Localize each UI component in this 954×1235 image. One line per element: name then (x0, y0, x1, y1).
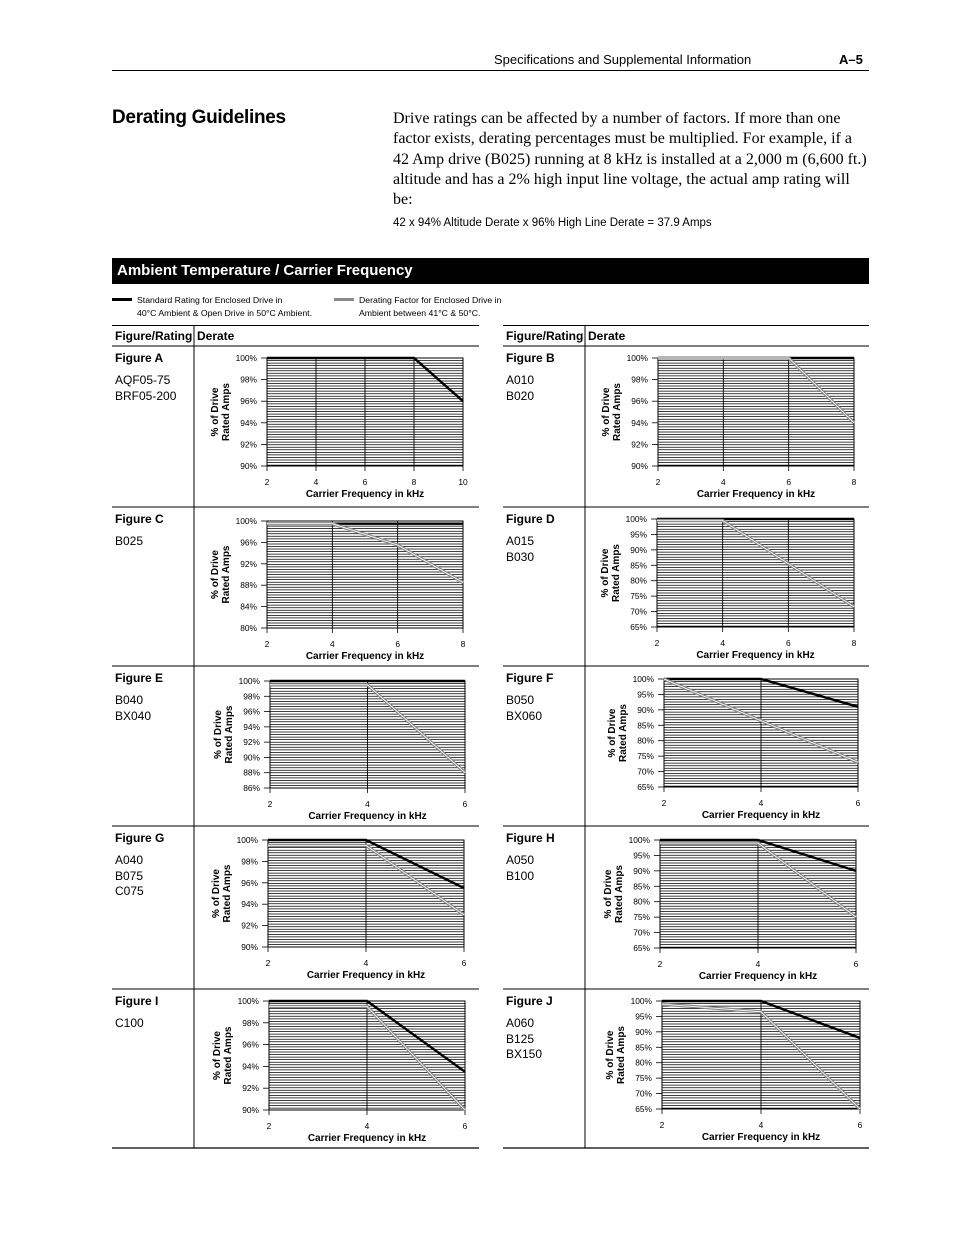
y-tick-label: 92% (242, 1083, 259, 1094)
model-label: B125 (506, 1031, 535, 1046)
figure-f (607, 674, 861, 821)
x-tick-label: 4 (364, 1121, 370, 1131)
y-tick-label: 96% (242, 1039, 259, 1050)
right-col-derate-header: Derate (588, 329, 626, 343)
x-tick-label: 8 (851, 477, 857, 487)
y-axis-label-line: % of Drive (212, 1031, 223, 1080)
model-label: C075 (115, 884, 144, 898)
y-axis-label (605, 1026, 627, 1084)
x-tick-label: 2 (659, 1120, 665, 1130)
y-tick-label: 98% (631, 374, 648, 385)
x-axis-label: Carrier Frequency in kHz (696, 650, 815, 661)
x-tick-label: 4 (329, 639, 335, 649)
x-tick-label: 4 (720, 638, 726, 648)
y-tick-label: 94% (241, 899, 258, 910)
y-tick-label: 90% (635, 1026, 652, 1037)
derating-series-line (657, 521, 854, 607)
x-tick-label: 6 (462, 1121, 468, 1131)
x-tick-label: 6 (785, 638, 791, 648)
y-axis-label-line: Rated Amps (224, 705, 235, 764)
y-tick-label: 85% (633, 881, 650, 892)
y-tick-label: 92% (241, 920, 258, 931)
y-tick-label: 100% (236, 835, 258, 845)
gridline-hatch (267, 521, 463, 626)
y-axis-label (603, 865, 625, 923)
y-tick-label: 80% (633, 896, 650, 907)
x-tick-label: 6 (461, 958, 467, 968)
gridline-hatch (658, 358, 854, 465)
derating-series-highlight (658, 358, 854, 423)
x-axis-label: Carrier Frequency in kHz (307, 1133, 427, 1144)
page-number: A–5 (839, 52, 863, 67)
y-tick-label: 96% (240, 537, 257, 548)
y-tick-label: 95% (633, 850, 650, 861)
model-label: B100 (506, 868, 535, 883)
x-axis-label: Carrier Frequency in kHz (308, 811, 427, 822)
right-col-figure-header: Figure/Rating (506, 329, 584, 343)
legend-derating-line2: Ambient between 41°C & 50°C. (359, 308, 481, 318)
y-tick-label: 94% (242, 1061, 259, 1072)
y-axis-label-line: Rated Amps (222, 864, 233, 923)
x-tick-label: 2 (661, 798, 667, 808)
y-tick-label: 100% (235, 353, 257, 363)
model-label: A015 (506, 534, 535, 548)
y-axis-label-line: Rated Amps (614, 865, 625, 923)
figure-k (605, 996, 863, 1143)
x-axis-label: Carrier Frequency in kHz (698, 971, 818, 982)
model-label: A040 (115, 853, 144, 867)
x-axis-label: Carrier Frequency in kHz (701, 1132, 821, 1143)
model-label: B025 (115, 534, 144, 548)
y-tick-label: 92% (240, 558, 257, 569)
y-tick-label: 80% (630, 575, 647, 586)
y-tick-label: 65% (637, 782, 654, 792)
y-tick-label: 90% (637, 704, 654, 715)
figure-label: Figure I (115, 994, 159, 1008)
y-axis-label (601, 383, 623, 441)
y-tick-label: 90% (633, 865, 650, 876)
y-axis-label (212, 1026, 234, 1084)
model-label: A060 (506, 1016, 535, 1030)
x-tick-label: 2 (654, 638, 660, 648)
x-axis-label: Carrier Frequency in kHz (306, 970, 426, 981)
y-tick-label: 88% (243, 767, 260, 778)
y-tick-label: 100% (628, 835, 650, 845)
x-axis-label: Carrier Frequency in kHz (305, 651, 425, 662)
y-axis-label-line: % of Drive (607, 708, 618, 758)
y-tick-label: 94% (240, 417, 257, 428)
y-axis-label (607, 704, 629, 762)
y-tick-label: 94% (243, 721, 260, 732)
y-axis-label-line: Rated Amps (221, 383, 232, 441)
y-axis-label-line: Rated Amps (618, 704, 629, 762)
x-tick-label: 6 (855, 798, 861, 808)
model-label: AQF05-75 (115, 373, 171, 387)
y-tick-label: 85% (637, 720, 654, 731)
model-label: BRF05-200 (115, 388, 177, 403)
y-tick-label: 90% (243, 752, 260, 763)
gridline-hatch (657, 519, 854, 626)
y-tick-label: 90% (242, 1105, 259, 1115)
y-tick-label: 65% (630, 622, 647, 632)
figure-label: Figure J (506, 994, 553, 1008)
derating-series-highlight (267, 524, 463, 583)
y-tick-label: 75% (635, 1073, 652, 1084)
x-tick-label: 2 (264, 477, 270, 487)
legend-standard-line1: Standard Rating for Enclosed Drive in (137, 295, 283, 305)
y-tick-label: 90% (630, 544, 647, 555)
y-tick-label: 70% (637, 766, 654, 777)
example-calculation: 42 x 94% Altitude Derate x 96% High Line Derate = 37.9 Amps (393, 217, 712, 229)
y-axis-label-line: % of Drive (601, 387, 612, 437)
y-axis-label-line: Rated Amps (221, 545, 232, 604)
figure-j (212, 996, 468, 1144)
x-tick-label: 4 (755, 959, 761, 969)
y-tick-label: 70% (633, 927, 650, 938)
figure-label: Figure H (506, 831, 555, 845)
model-label: A050 (506, 853, 535, 867)
figure-label: Figure B (506, 351, 555, 365)
y-tick-label: 96% (631, 396, 648, 407)
y-tick-label: 84% (240, 601, 257, 612)
running-header: Specifications and Supplemental Information (494, 52, 752, 67)
y-tick-label: 92% (631, 439, 648, 450)
y-tick-label: 90% (631, 461, 648, 471)
y-tick-label: 85% (630, 560, 647, 571)
y-tick-label: 98% (241, 856, 258, 867)
y-axis-label-line: % of Drive (605, 1030, 616, 1080)
model-label: BX060 (506, 708, 543, 723)
x-tick-label: 4 (758, 1120, 764, 1130)
y-axis-label (210, 545, 232, 603)
derating-series-line (267, 524, 463, 583)
y-tick-label: 98% (243, 691, 260, 702)
y-tick-label: 100% (632, 674, 654, 684)
y-axis-label-line: % of Drive (210, 550, 221, 599)
x-tick-label: 2 (657, 959, 663, 969)
model-label: B040 (115, 693, 144, 707)
y-tick-label: 70% (630, 606, 647, 617)
derating-series-highlight (657, 521, 854, 607)
y-tick-label: 100% (238, 676, 260, 686)
figure-b (601, 353, 857, 500)
x-tick-label: 4 (758, 798, 764, 808)
model-label: B030 (506, 549, 535, 564)
y-tick-label: 100% (235, 516, 257, 526)
y-tick-label: 75% (630, 591, 647, 602)
y-tick-label: 95% (637, 689, 654, 700)
y-tick-label: 100% (626, 353, 648, 363)
derating-series-line (658, 358, 854, 423)
x-tick-label: 6 (853, 959, 859, 969)
y-tick-label: 92% (243, 737, 260, 748)
y-tick-label: 98% (240, 374, 257, 385)
y-axis-label-line: Rated Amps (612, 383, 623, 441)
y-tick-label: 80% (240, 623, 257, 633)
figure-label: Figure E (115, 671, 164, 685)
model-label: C100 (115, 1016, 144, 1030)
figure-label: Figure F (506, 671, 554, 685)
figure-d (600, 514, 857, 661)
y-tick-label: 80% (635, 1057, 652, 1068)
figure-g (211, 835, 467, 981)
y-axis-label-line: % of Drive (213, 710, 224, 759)
y-tick-label: 92% (240, 439, 257, 450)
x-axis-label: Carrier Frequency in kHz (696, 489, 816, 500)
x-tick-label: 8 (460, 639, 466, 649)
x-tick-label: 4 (365, 799, 370, 809)
y-tick-label: 70% (635, 1088, 652, 1099)
section-title: Derating Guidelines (112, 107, 286, 128)
y-axis-label-line: Rated Amps (616, 1026, 627, 1084)
y-tick-label: 95% (630, 529, 647, 540)
figure-a (210, 353, 468, 500)
x-axis-label: Carrier Frequency in kHz (701, 810, 821, 821)
y-tick-label: 90% (241, 942, 258, 952)
x-tick-label: 4 (720, 477, 726, 487)
y-axis-label-line: Rated Amps (223, 1026, 234, 1085)
left-col-derate-header: Derate (197, 329, 235, 343)
x-tick-label: 6 (786, 477, 792, 487)
y-tick-label: 96% (240, 396, 257, 407)
table-title-bar: Ambient Temperature / Carrier Frequency (112, 258, 869, 284)
model-label: A010 (506, 373, 535, 387)
x-tick-label: 2 (655, 477, 661, 487)
figure-e (213, 676, 468, 822)
y-tick-label: 65% (635, 1104, 652, 1114)
y-tick-label: 95% (635, 1011, 652, 1022)
y-tick-label: 98% (242, 1017, 259, 1028)
model-label: B020 (506, 388, 535, 403)
y-axis-label-line: % of Drive (210, 387, 221, 437)
x-tick-label: 6 (362, 477, 368, 487)
model-label: B075 (115, 868, 144, 883)
model-label: BX040 (115, 708, 152, 723)
model-label: B050 (506, 693, 535, 707)
figure-label: Figure G (115, 831, 165, 845)
y-tick-label: 75% (633, 912, 650, 923)
figure-label: Figure C (115, 512, 164, 526)
x-tick-label: 4 (313, 477, 319, 487)
y-axis-label-line: % of Drive (211, 869, 222, 918)
x-tick-label: 8 (851, 638, 857, 648)
legend-standard-line2: 40°C Ambient & Open Drive in 50°C Ambient. (137, 308, 312, 318)
y-tick-label: 96% (241, 877, 258, 888)
left-col-figure-header: Figure/Rating (115, 329, 193, 343)
y-axis-label-line: % of Drive (603, 869, 614, 919)
y-tick-label: 86% (243, 783, 260, 793)
x-tick-label: 8 (411, 477, 417, 487)
y-axis-label (211, 864, 233, 922)
y-tick-label: 100% (237, 996, 259, 1006)
x-tick-label: 2 (265, 958, 271, 968)
y-axis-label-line: Rated Amps (611, 544, 622, 602)
x-axis-label: Carrier Frequency in kHz (305, 489, 425, 500)
y-axis-label (213, 705, 235, 763)
y-tick-label: 85% (635, 1042, 652, 1053)
y-tick-label: 100% (625, 514, 647, 524)
x-tick-label: 6 (462, 799, 468, 809)
figure-c (210, 516, 466, 662)
intro-paragraph: Drive ratings can be affected by a number of factors. If more than one factor exists, derating percentages must be multiplied. For example, if a 42 Amp drive (B025) running at 8 kHz is installed at a 2,000 m (6,600 ft.) altitude and has a 2% high input line voltage, the actual amp rating will be: (393, 110, 867, 209)
y-axis-label-line: % of Drive (600, 548, 611, 598)
y-axis-label (600, 544, 622, 602)
y-tick-label: 88% (240, 580, 257, 591)
figure-label: Figure A (115, 351, 164, 365)
y-tick-label: 90% (240, 461, 257, 471)
x-tick-label: 6 (395, 639, 401, 649)
x-tick-label: 2 (267, 799, 273, 809)
x-tick-label: 4 (363, 958, 369, 968)
x-tick-label: 6 (857, 1120, 863, 1130)
y-tick-label: 96% (243, 706, 260, 717)
y-tick-label: 65% (633, 943, 650, 953)
y-tick-label: 75% (637, 751, 654, 762)
x-tick-label: 10 (458, 477, 468, 487)
figure-label: Figure D (506, 512, 555, 526)
y-tick-label: 94% (631, 417, 648, 428)
y-tick-label: 100% (630, 996, 652, 1006)
x-tick-label: 2 (266, 1121, 272, 1131)
legend-derating-line1: Derating Factor for Enclosed Drive in (359, 295, 502, 305)
y-tick-label: 80% (637, 735, 654, 746)
x-tick-label: 2 (264, 639, 270, 649)
model-label: BX150 (506, 1047, 543, 1061)
y-axis-label (210, 383, 232, 441)
figure-h (603, 835, 859, 982)
